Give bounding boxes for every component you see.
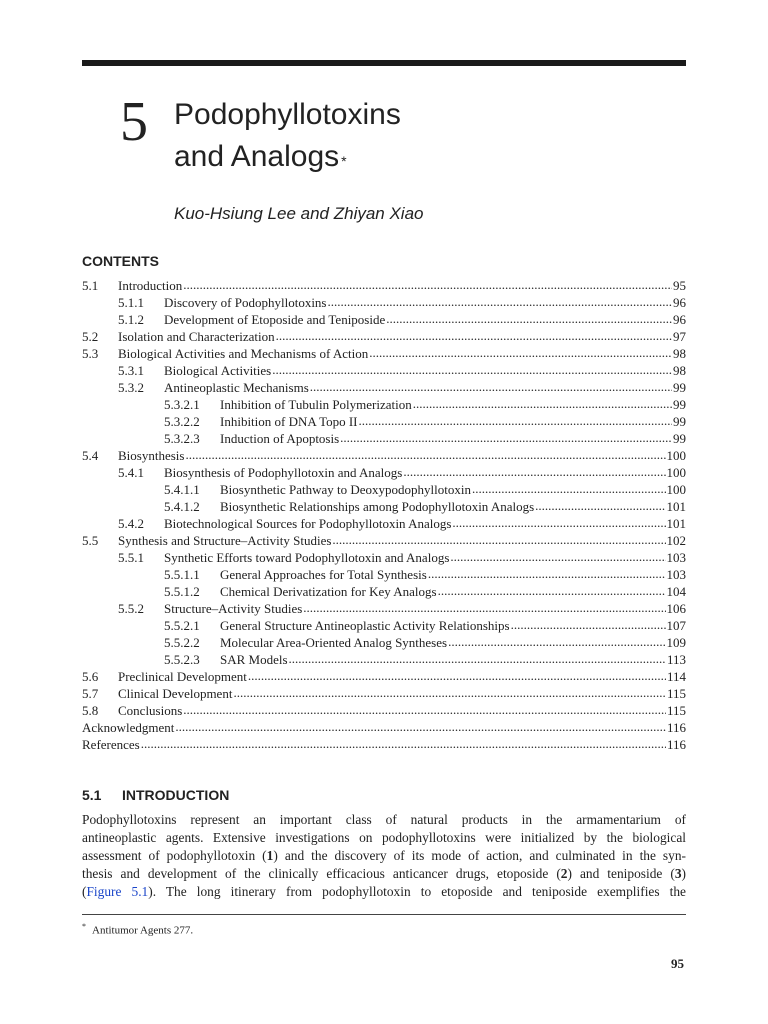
toc-entry-page: 100 — [666, 482, 686, 497]
body-text-run: ( — [82, 884, 87, 899]
toc-entry-page: 102 — [666, 533, 686, 548]
toc-entry-number: 5.5.2.2 — [164, 635, 200, 650]
toc-entry-label: Biosynthetic Relationships among Podophyllotoxin Analogs — [220, 499, 535, 514]
body-text-run: ). The long itinerary from podophyllotoxin to etoposide and teniposide exemplifies the — [148, 884, 686, 899]
toc-entry-page: 98 — [673, 363, 686, 378]
toc-dot-leader — [452, 514, 665, 531]
top-rule — [82, 60, 686, 66]
section-number: 5.1 — [82, 787, 102, 803]
footnote-text: Antitumor Agents 277. — [92, 924, 194, 937]
toc-entry-page: 98 — [673, 346, 686, 361]
toc-dot-leader — [403, 463, 665, 480]
toc-dot-leader — [183, 701, 666, 718]
toc-entry-label: Biological Activities and Mechanisms of Action — [118, 346, 369, 361]
toc-entry[interactable] — [82, 430, 686, 447]
toc-entry-label: Structure–Activity Studies — [164, 601, 303, 616]
toc-entry-number: 5.5.1.1 — [164, 567, 200, 582]
toc-dot-leader — [332, 531, 665, 548]
toc-entry-page: 100 — [666, 465, 686, 480]
toc-entry-page: 104 — [666, 584, 686, 599]
toc-entry-number: 5.5.2.1 — [164, 618, 200, 633]
toc-entry-number: 5.5.2.3 — [164, 652, 200, 667]
section-title: INTRODUCTION — [122, 787, 230, 803]
toc-entry[interactable] — [82, 719, 686, 736]
toc-entry[interactable] — [82, 328, 686, 345]
toc-dot-leader — [369, 344, 672, 361]
toc-entry-page: 103 — [666, 550, 686, 565]
toc-entry[interactable] — [82, 532, 686, 549]
toc-dot-leader — [535, 497, 665, 514]
toc-entry-label: Chemical Derivatization for Key Analogs — [220, 584, 437, 599]
toc-entry[interactable] — [82, 617, 686, 634]
toc-entry[interactable] — [82, 515, 686, 532]
toc-entry-label: References — [82, 737, 140, 752]
body-line — [82, 811, 686, 829]
compound-number: 3 — [674, 866, 682, 881]
toc-dot-leader — [175, 718, 666, 735]
toc-entry-label: Biosynthesis of Podophyllotoxin and Analogs — [164, 465, 403, 480]
toc-dot-leader — [511, 616, 666, 633]
body-text-run: ) and the discovery of its mode of action, and culminated in the syn- — [273, 848, 686, 863]
toc-entry-page: 96 — [673, 312, 686, 327]
toc-entry[interactable] — [82, 277, 686, 294]
body-text-run: ) — [681, 866, 686, 881]
toc-entry-label: Discovery of Podophyllotoxins — [164, 295, 327, 310]
toc-dot-leader — [448, 633, 665, 650]
toc-entry-label: General Structure Antineoplastic Activity Relationships — [220, 618, 510, 633]
toc-entry-number: 5.4.1.1 — [164, 482, 200, 497]
footnote — [82, 920, 193, 938]
toc-entry-number: 5.3.2 — [118, 380, 144, 395]
toc-entry-label: Development of Etoposide and Teniposide — [164, 312, 386, 327]
toc-entry-page: 100 — [666, 448, 686, 463]
toc-entry[interactable] — [82, 685, 686, 702]
toc-entry-number: 5.2 — [82, 329, 99, 344]
toc-entry-label: Synthetic Efforts toward Podophyllotoxin and Analogs — [164, 550, 450, 565]
toc-entry[interactable] — [82, 634, 686, 651]
toc-entry[interactable] — [82, 447, 686, 464]
toc-entry-number: 5.3.2.3 — [164, 431, 200, 446]
toc-entry-number: 5.4.1.2 — [164, 499, 200, 514]
toc-dot-leader — [289, 650, 666, 667]
toc-entry-number: 5.1 — [82, 278, 99, 293]
toc-entry-label: Inhibition of Tubulin Polymerization — [220, 397, 412, 412]
toc-entry[interactable] — [82, 668, 686, 685]
toc-entry-number: 5.4.1 — [118, 465, 144, 480]
toc-entry-page: 99 — [673, 431, 686, 446]
toc-entry[interactable] — [82, 566, 686, 583]
footnote-mark: * — [82, 922, 86, 931]
compound-number: 2 — [560, 866, 568, 881]
toc-dot-leader — [310, 378, 672, 395]
toc-entry[interactable] — [82, 600, 686, 617]
toc-entry-number: 5.5 — [82, 533, 99, 548]
toc-entry[interactable] — [82, 651, 686, 668]
body-text-run: antineoplastic agents. Extensive investigations on podophyllotoxins were initialized by the biological — [82, 830, 686, 845]
toc-entry-number: 5.8 — [82, 703, 99, 718]
toc-entry-number: 5.5.1.2 — [164, 584, 200, 599]
toc-entry-page: 116 — [666, 737, 686, 752]
body-text-run: assessment of podophyllotoxin ( — [82, 848, 267, 863]
contents-heading: CONTENTS — [82, 253, 159, 269]
body-text-run: thesis and development of the clinically efficacious anticancer drugs, etoposide ( — [82, 866, 561, 881]
toc-entry-label: Inhibition of DNA Topo II — [220, 414, 358, 429]
toc-entry-number: 5.1.2 — [118, 312, 144, 327]
toc-entry-label: Antineoplastic Mechanisms — [164, 380, 309, 395]
toc-dot-leader — [272, 361, 672, 378]
toc-entry-label: Biosynthesis — [118, 448, 185, 463]
toc-dot-leader — [340, 429, 672, 446]
compound-number: 1 — [266, 848, 274, 863]
toc-entry-page: 99 — [673, 380, 686, 395]
chapter-title-line-1: Podophyllotoxins — [174, 98, 401, 131]
toc-entry-page: 99 — [673, 397, 686, 412]
chapter-title — [174, 94, 401, 178]
body-text-run: Podophyllotoxins represent an important class of natural products in the armamentarium of — [82, 812, 686, 827]
toc-entry-number: 5.5.2 — [118, 601, 144, 616]
table-of-contents — [82, 277, 686, 753]
toc-entry[interactable] — [82, 413, 686, 430]
toc-entry-number: 5.5.1 — [118, 550, 144, 565]
chapter-title-footnote-mark: * — [341, 153, 347, 169]
chapter-authors: Kuo-Hsiung Lee and Zhiyan Xiao — [174, 204, 424, 223]
toc-entry[interactable] — [82, 362, 686, 379]
toc-entry-label: Clinical Development — [118, 686, 233, 701]
toc-entry[interactable] — [82, 498, 686, 515]
toc-entry-label: Conclusions — [118, 703, 183, 718]
toc-entry-label: Biosynthetic Pathway to Deoxypodophyllotoxin — [220, 482, 471, 497]
section-heading — [82, 786, 229, 804]
toc-entry-number: 5.4.2 — [118, 516, 144, 531]
toc-entry[interactable] — [82, 702, 686, 719]
toc-entry[interactable] — [82, 345, 686, 362]
toc-entry-label: Molecular Area-Oriented Analog Syntheses — [220, 635, 448, 650]
body-line — [82, 865, 686, 883]
toc-entry-label: Preclinical Development — [118, 669, 247, 684]
toc-entry[interactable] — [82, 736, 686, 753]
toc-dot-leader — [328, 293, 673, 310]
toc-entry-label: Biotechnological Sources for Podophyllotoxin Analogs — [164, 516, 452, 531]
toc-entry-label: General Approaches for Total Synthesis — [220, 567, 427, 582]
toc-dot-leader — [438, 582, 666, 599]
toc-entry-page: 109 — [666, 635, 686, 650]
toc-entry-page: 116 — [666, 720, 686, 735]
toc-entry[interactable] — [82, 549, 686, 566]
toc-entry-page: 114 — [666, 669, 686, 684]
figure-link[interactable]: Figure 5.1 — [86, 884, 149, 899]
body-line — [82, 883, 686, 901]
toc-entry-page: 97 — [673, 329, 686, 344]
toc-dot-leader — [450, 548, 665, 565]
toc-entry-page: 103 — [666, 567, 686, 582]
toc-entry-label: Isolation and Characterization — [118, 329, 275, 344]
toc-entry-page: 101 — [666, 499, 686, 514]
toc-entry[interactable] — [82, 583, 686, 600]
toc-entry[interactable] — [82, 379, 686, 396]
toc-entry-number: 5.3.2.1 — [164, 397, 200, 412]
toc-entry[interactable] — [82, 464, 686, 481]
toc-entry-label: Biological Activities — [164, 363, 272, 378]
chapter-number: 5 — [120, 91, 148, 153]
body-line — [82, 847, 686, 865]
section-body — [82, 811, 686, 901]
toc-entry-label: Induction of Apoptosis — [220, 431, 340, 446]
toc-entry-number: 5.1.1 — [118, 295, 144, 310]
toc-entry-page: 115 — [666, 686, 686, 701]
toc-entry-label: Acknowledgment — [82, 720, 175, 735]
toc-entry-page: 115 — [666, 703, 686, 718]
toc-dot-leader — [303, 599, 665, 616]
toc-entry-page: 99 — [673, 414, 686, 429]
toc-entry-page: 113 — [666, 652, 686, 667]
toc-dot-leader — [233, 684, 666, 701]
toc-entry-label: Introduction — [118, 278, 183, 293]
toc-entry-number: 5.4 — [82, 448, 99, 463]
toc-entry-number: 5.3.1 — [118, 363, 144, 378]
toc-dot-leader — [359, 412, 672, 429]
toc-entry-number: 5.7 — [82, 686, 99, 701]
chapter-title-line-2-text: and Analogs — [174, 140, 340, 173]
body-text-run: ) and teniposide ( — [567, 866, 675, 881]
toc-dot-leader — [248, 667, 666, 684]
toc-entry-page: 106 — [666, 601, 686, 616]
toc-entry-number: 5.3.2.2 — [164, 414, 200, 429]
toc-entry[interactable] — [82, 481, 686, 498]
toc-dot-leader — [428, 565, 666, 582]
toc-dot-leader — [183, 276, 672, 293]
toc-dot-leader — [185, 446, 665, 463]
toc-entry-label: Synthesis and Structure–Activity Studies — [118, 533, 332, 548]
body-line — [82, 829, 686, 847]
footnote-rule — [82, 914, 686, 915]
toc-entry-number: 5.6 — [82, 669, 99, 684]
toc-entry-page: 95 — [673, 278, 686, 293]
toc-entry[interactable] — [82, 311, 686, 328]
toc-dot-leader — [413, 395, 672, 412]
toc-entry[interactable] — [82, 294, 686, 311]
toc-dot-leader — [386, 310, 672, 327]
toc-entry[interactable] — [82, 396, 686, 413]
toc-dot-leader — [472, 480, 666, 497]
toc-dot-leader — [276, 327, 672, 344]
chapter-title-line-2 — [174, 136, 401, 178]
toc-dot-leader — [141, 735, 666, 752]
page-number: 95 — [671, 956, 684, 971]
toc-entry-page: 96 — [673, 295, 686, 310]
toc-entry-label: SAR Models — [220, 652, 288, 667]
toc-entry-number: 5.3 — [82, 346, 99, 361]
toc-entry-page: 107 — [666, 618, 686, 633]
toc-entry-page: 101 — [666, 516, 686, 531]
